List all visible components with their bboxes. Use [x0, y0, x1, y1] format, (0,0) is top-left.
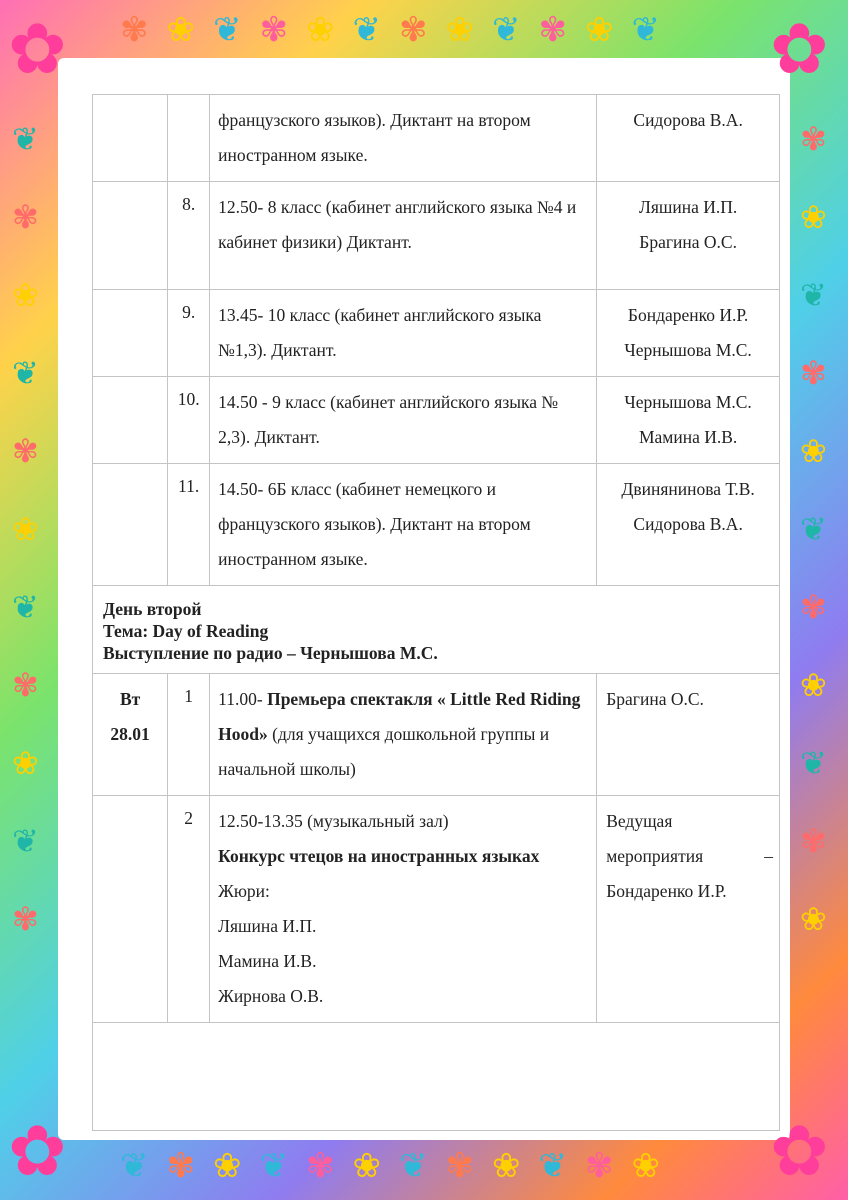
dash: – [764, 846, 773, 866]
table-row [93, 182, 780, 290]
host-label: мероприятия [606, 846, 704, 866]
jury-label: Жюри: [218, 881, 270, 901]
row-number: 8. [168, 182, 210, 290]
event-text: французского языков). Диктант на втором иностранном языке. [210, 95, 597, 182]
weekday: Вт [119, 689, 141, 709]
event-text [210, 674, 597, 796]
event-title: Конкурс чтецов на иностранных языках [218, 846, 540, 866]
corner-flower-icon: ✿ [8, 1114, 67, 1191]
top-flower-row: ✾ ❀ ❦ ✾ ❀ ❦ ✾ ❀ ❦ ✾ ❀ ❦ [120, 12, 660, 49]
person-name: Ляшина И.П. [638, 197, 738, 217]
row-number: 11. [168, 464, 210, 586]
bottom-flower-row: ❦ ✾ ❀ ❦ ✾ ❀ ❦ ✾ ❀ ❦ ✾ ❀ [120, 1148, 660, 1185]
table-row [93, 95, 780, 182]
jury-member: Ляшина И.П. [218, 916, 317, 936]
event-text [210, 796, 597, 1023]
host-cell [597, 796, 780, 1023]
day-radio: Выступление по радио – Чернышова М.С. [103, 643, 438, 663]
jury-member: Жирнова О.В. [218, 986, 324, 1006]
event-text: 14.50- 6Б класс (кабинет немецкого и французского языков). Диктант на втором иностранном языке. [210, 464, 597, 586]
day-date-cell [93, 674, 168, 796]
event-text: 14.50 - 9 класс (кабинет английского языка № 2,3). Диктант. [210, 377, 597, 464]
person-name: Бондаренко И.Р. [606, 881, 727, 901]
event-text: 12.50- 8 класс (кабинет английского языка №4 и кабинет физики) Диктант. [210, 182, 597, 290]
responsible-cell [597, 464, 780, 586]
responsible-cell [597, 377, 780, 464]
person-name: Чернышова М.С. [624, 340, 752, 360]
person-name: Бондаренко И.Р. [627, 305, 749, 325]
row-number: 2 [168, 796, 210, 1023]
person-name: Брагина О.С. [639, 232, 737, 252]
person-name: Двинянинова Т.В. [621, 479, 755, 499]
person-name: Брагина О.С. [597, 674, 780, 796]
empty-row [93, 1023, 780, 1131]
event-time: 12.50-13.35 (музыкальный зал) [218, 811, 449, 831]
row-number [168, 95, 210, 182]
responsible-cell [597, 290, 780, 377]
table-row [93, 290, 780, 377]
corner-flower-icon: ✿ [770, 12, 829, 89]
day-title: День второй [103, 599, 202, 619]
date: 28.01 [110, 724, 150, 744]
responsible-cell [597, 95, 780, 182]
event-title: Премьера спектакля « Little Red Riding Hood» [218, 689, 581, 744]
person-name: Мамина И.В. [638, 427, 738, 447]
person-name: Чернышова М.С. [624, 392, 752, 412]
responsible-cell [597, 182, 780, 290]
table-row [93, 674, 780, 796]
corner-flower-icon: ✿ [770, 1114, 829, 1191]
day-header-row [93, 586, 780, 674]
right-flower-column: ✾ ❀ ❦ ✾ ❀ ❦ ✾ ❀ ❦ ✾ ❀ [800, 121, 827, 937]
event-text: 13.45- 10 класс (кабинет английского языка №1,3). Диктант. [210, 290, 597, 377]
event-audience: (для учащихся дошкольной группы и начальной школы) [218, 724, 550, 779]
schedule-table [92, 94, 780, 1131]
jury-member: Мамина И.В. [218, 951, 317, 971]
day-theme: Тема: Day of Reading [103, 621, 269, 641]
person-name: Сидорова В.А. [633, 110, 743, 130]
corner-flower-icon: ✿ [8, 12, 67, 89]
table-row [93, 377, 780, 464]
event-time: 11.00- [218, 689, 268, 709]
person-name: Сидорова В.А. [633, 514, 743, 534]
row-number: 9. [168, 290, 210, 377]
row-number: 1 [168, 674, 210, 796]
table-row [93, 796, 780, 1023]
table-row [93, 464, 780, 586]
host-label: Ведущая [606, 811, 673, 831]
row-number: 10. [168, 377, 210, 464]
left-flower-column: ❦ ✾ ❀ ❦ ✾ ❀ ❦ ✾ ❀ ❦ ✾ [12, 121, 39, 937]
